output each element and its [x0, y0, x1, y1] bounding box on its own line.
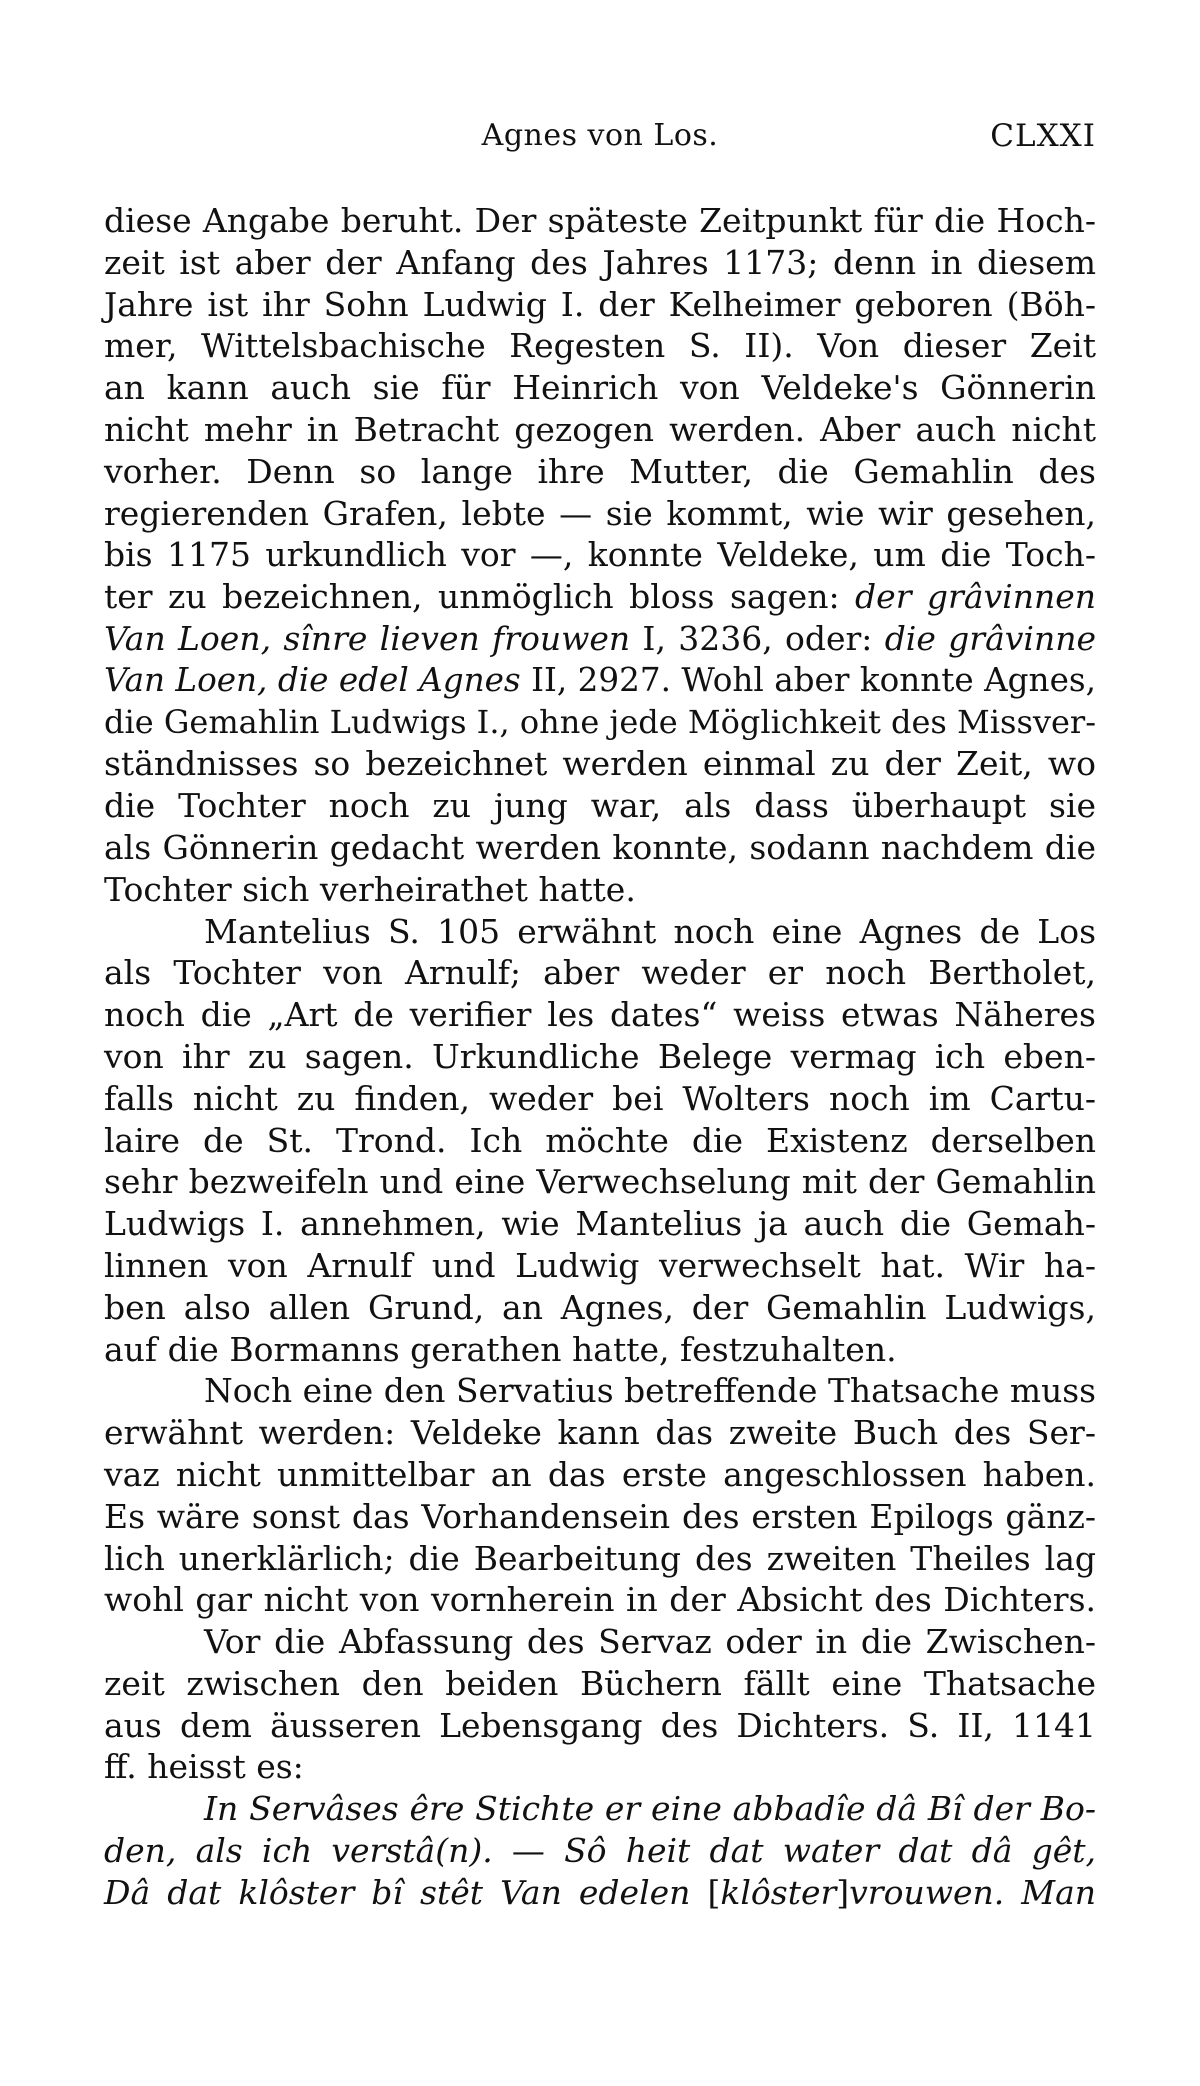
- text-segment: ff. heisst es:: [104, 1747, 304, 1787]
- text-segment: auf die Bormanns gerathen hatte, festzuhalten.: [104, 1329, 897, 1369]
- text-line: [104, 576, 1096, 618]
- text-segment: Es wäre sonst das Vorhandensein des ersten Epilogs gänz-: [104, 1496, 1096, 1536]
- text-line: [104, 1245, 1096, 1287]
- text-line: [104, 660, 1096, 702]
- text-segment: vorher. Denn so lange ihre Mutter, die Gemahlin des: [104, 451, 1096, 491]
- text-line: [104, 409, 1096, 451]
- text-line: [104, 1538, 1096, 1580]
- text-line: [104, 325, 1096, 367]
- text-segment: Tochter sich verheirathet hatte.: [104, 869, 636, 909]
- text-line: [104, 1621, 1096, 1663]
- italic-segment: Dâ dat klôster bî stêt Van edelen: [104, 1872, 708, 1912]
- italic-segment: den, als ich verstâ(n).: [104, 1831, 493, 1871]
- text-segment: —: [492, 1831, 565, 1871]
- text-segment: Vor die Abfassung des Servaz oder in die Zwischen-: [204, 1622, 1096, 1662]
- text-segment: zeit ist aber der Anfang des Jahres 1173; denn in diesem: [104, 242, 1096, 282]
- paragraph: [104, 911, 1096, 1371]
- text-line: [104, 451, 1096, 493]
- text-line: [104, 1663, 1096, 1705]
- text-segment: sehr bezweifeln und eine Verwechselung mit der Gemahlin: [104, 1162, 1096, 1202]
- text-segment: ben also allen Grund, an Agnes, der Gemahlin Ludwigs,: [104, 1287, 1096, 1327]
- text-line: [104, 1203, 1096, 1245]
- text-line: [104, 1161, 1096, 1203]
- text-segment: an kann auch sie für Heinrich von Veldeke's Gönnerin: [104, 368, 1096, 408]
- text-segment: diese Angabe beruht. Der späteste Zeitpunkt für die Hoch-: [104, 201, 1096, 240]
- text-segment: II, 2927. Wohl aber konnte Agnes,: [520, 660, 1096, 699]
- text-line: [104, 1788, 1096, 1830]
- text-segment: Noch eine den Servatius betreffende Thatsache muss: [204, 1371, 1096, 1411]
- text-segment: ter zu bezeichnen, unmöglich bloss sagen:: [104, 577, 856, 617]
- text-line: [104, 1746, 1096, 1788]
- italic-segment: vrouwen. Man: [849, 1872, 1096, 1912]
- paragraph: [104, 1621, 1096, 1788]
- text-line: [104, 1036, 1096, 1078]
- italic-segment: Sô heit dat water dat dâ gêt,: [564, 1831, 1097, 1871]
- text-line: [104, 869, 1096, 911]
- text-segment: nicht mehr in Betracht gezogen werden. Aber auch nicht: [104, 409, 1096, 449]
- text-segment: bis 1175 urkundlich vor —, konnte Veldeke, um die Toch-: [104, 535, 1096, 575]
- text-line: [104, 1454, 1096, 1496]
- text-line: [104, 785, 1096, 827]
- text-line: [104, 952, 1096, 994]
- text-segment: [: [707, 1872, 721, 1912]
- italic-segment: die grâvinne: [884, 618, 1096, 658]
- italic-segment: der grâvinnen: [855, 577, 1096, 617]
- text-segment: Jahre ist ihr Sohn Ludwig I. der Kelheimer geboren (Böh-: [104, 284, 1096, 324]
- italic-segment: Van Loen, die edel Agnes: [104, 660, 521, 699]
- text-segment: als Gönnerin gedacht werden konnte, sodann nachdem die: [104, 827, 1096, 867]
- text-line: [104, 1120, 1096, 1162]
- text-segment: mer, Wittelsbachische Regesten S. II). Von dieser Zeit: [104, 326, 1096, 366]
- text-segment: wohl gar nicht von vornherein in der Absicht des Dichters.: [104, 1580, 1096, 1620]
- paragraph: [104, 200, 1096, 911]
- text-line: [104, 1287, 1096, 1329]
- text-segment: Ludwigs I. annehmen, wie Mantelius ja auch die Gemah-: [104, 1204, 1096, 1244]
- text-line: [104, 1412, 1096, 1454]
- text-segment: zeit zwischen den beiden Büchern fällt eine Thatsache: [104, 1663, 1096, 1703]
- text-line: [104, 367, 1096, 409]
- text-line: [104, 534, 1096, 576]
- text-segment: die Gemahlin Ludwigs I., ohne jede Möglichkeit des Missver-: [104, 702, 1096, 741]
- text-line: [104, 200, 1096, 242]
- text-segment: als Tochter von Arnulf; aber weder er noch Bertholet,: [104, 953, 1096, 993]
- text-segment: ständnisses so bezeichnet werden einmal zu der Zeit, wo: [104, 744, 1096, 784]
- text-segment: linnen von Arnulf und Ludwig verwechselt hat. Wir ha-: [104, 1245, 1096, 1285]
- page-number: CLXXI: [990, 118, 1096, 154]
- text-line: [104, 1872, 1096, 1914]
- text-segment: vaz nicht unmittelbar an das erste angeschlossen haben.: [104, 1454, 1096, 1494]
- italic-segment: klôster: [720, 1872, 837, 1912]
- text-segment: erwähnt werden: Veldeke kann das zweite Buch des Ser-: [104, 1413, 1096, 1453]
- paragraph: [104, 1370, 1096, 1621]
- text-segment: lich unerklärlich; die Bearbeitung des zweiten Theiles lag: [104, 1538, 1096, 1578]
- text-line: [104, 702, 1096, 744]
- text-segment: regierenden Grafen, lebte — sie kommt, wie wir gesehen,: [104, 493, 1096, 533]
- text-segment: laire de St. Trond. Ich möchte die Existenz derselben: [104, 1120, 1096, 1160]
- text-line: [104, 493, 1096, 535]
- text-line: [104, 1496, 1096, 1538]
- text-line: [104, 1370, 1096, 1412]
- text-line: [104, 1579, 1096, 1621]
- text-line: [104, 284, 1096, 326]
- italic-segment: In Servâses êre Stichte er eine abbadîe dâ Bî der Bo-: [204, 1789, 1096, 1829]
- text-line: [104, 1078, 1096, 1120]
- text-line: [104, 911, 1096, 953]
- text-segment: ]: [836, 1872, 850, 1912]
- text-line: [104, 1830, 1096, 1872]
- text-segment: die Tochter noch zu jung war, als dass überhaupt sie: [104, 786, 1096, 826]
- text-segment: Mantelius S. 105 erwähnt noch eine Agnes de Los: [204, 911, 1096, 951]
- running-title: Agnes von Los.: [481, 118, 719, 153]
- text-line: [104, 827, 1096, 869]
- text-line: [104, 994, 1096, 1036]
- text-line: [104, 743, 1096, 785]
- text-line: [104, 1329, 1096, 1371]
- text-line: [104, 1705, 1096, 1747]
- italic-segment: Van Loen, sînre lieven frouwen: [104, 618, 631, 658]
- text-segment: I, 3236, oder:: [630, 618, 885, 658]
- text-segment: noch die „Art de verifier les dates“ weiss etwas Näheres: [104, 995, 1096, 1035]
- text-segment: aus dem äusseren Lebensgang des Dichters. S. II, 1141: [104, 1705, 1096, 1745]
- page-header: [104, 112, 1096, 160]
- body-text: [104, 200, 1096, 1914]
- text-line: [104, 242, 1096, 284]
- text-segment: falls nicht zu finden, weder bei Wolters noch im Cartu-: [104, 1078, 1096, 1118]
- text-segment: von ihr zu sagen. Urkundliche Belege vermag ich eben-: [104, 1036, 1096, 1076]
- quotation: [104, 1788, 1096, 1913]
- text-line: [104, 618, 1096, 660]
